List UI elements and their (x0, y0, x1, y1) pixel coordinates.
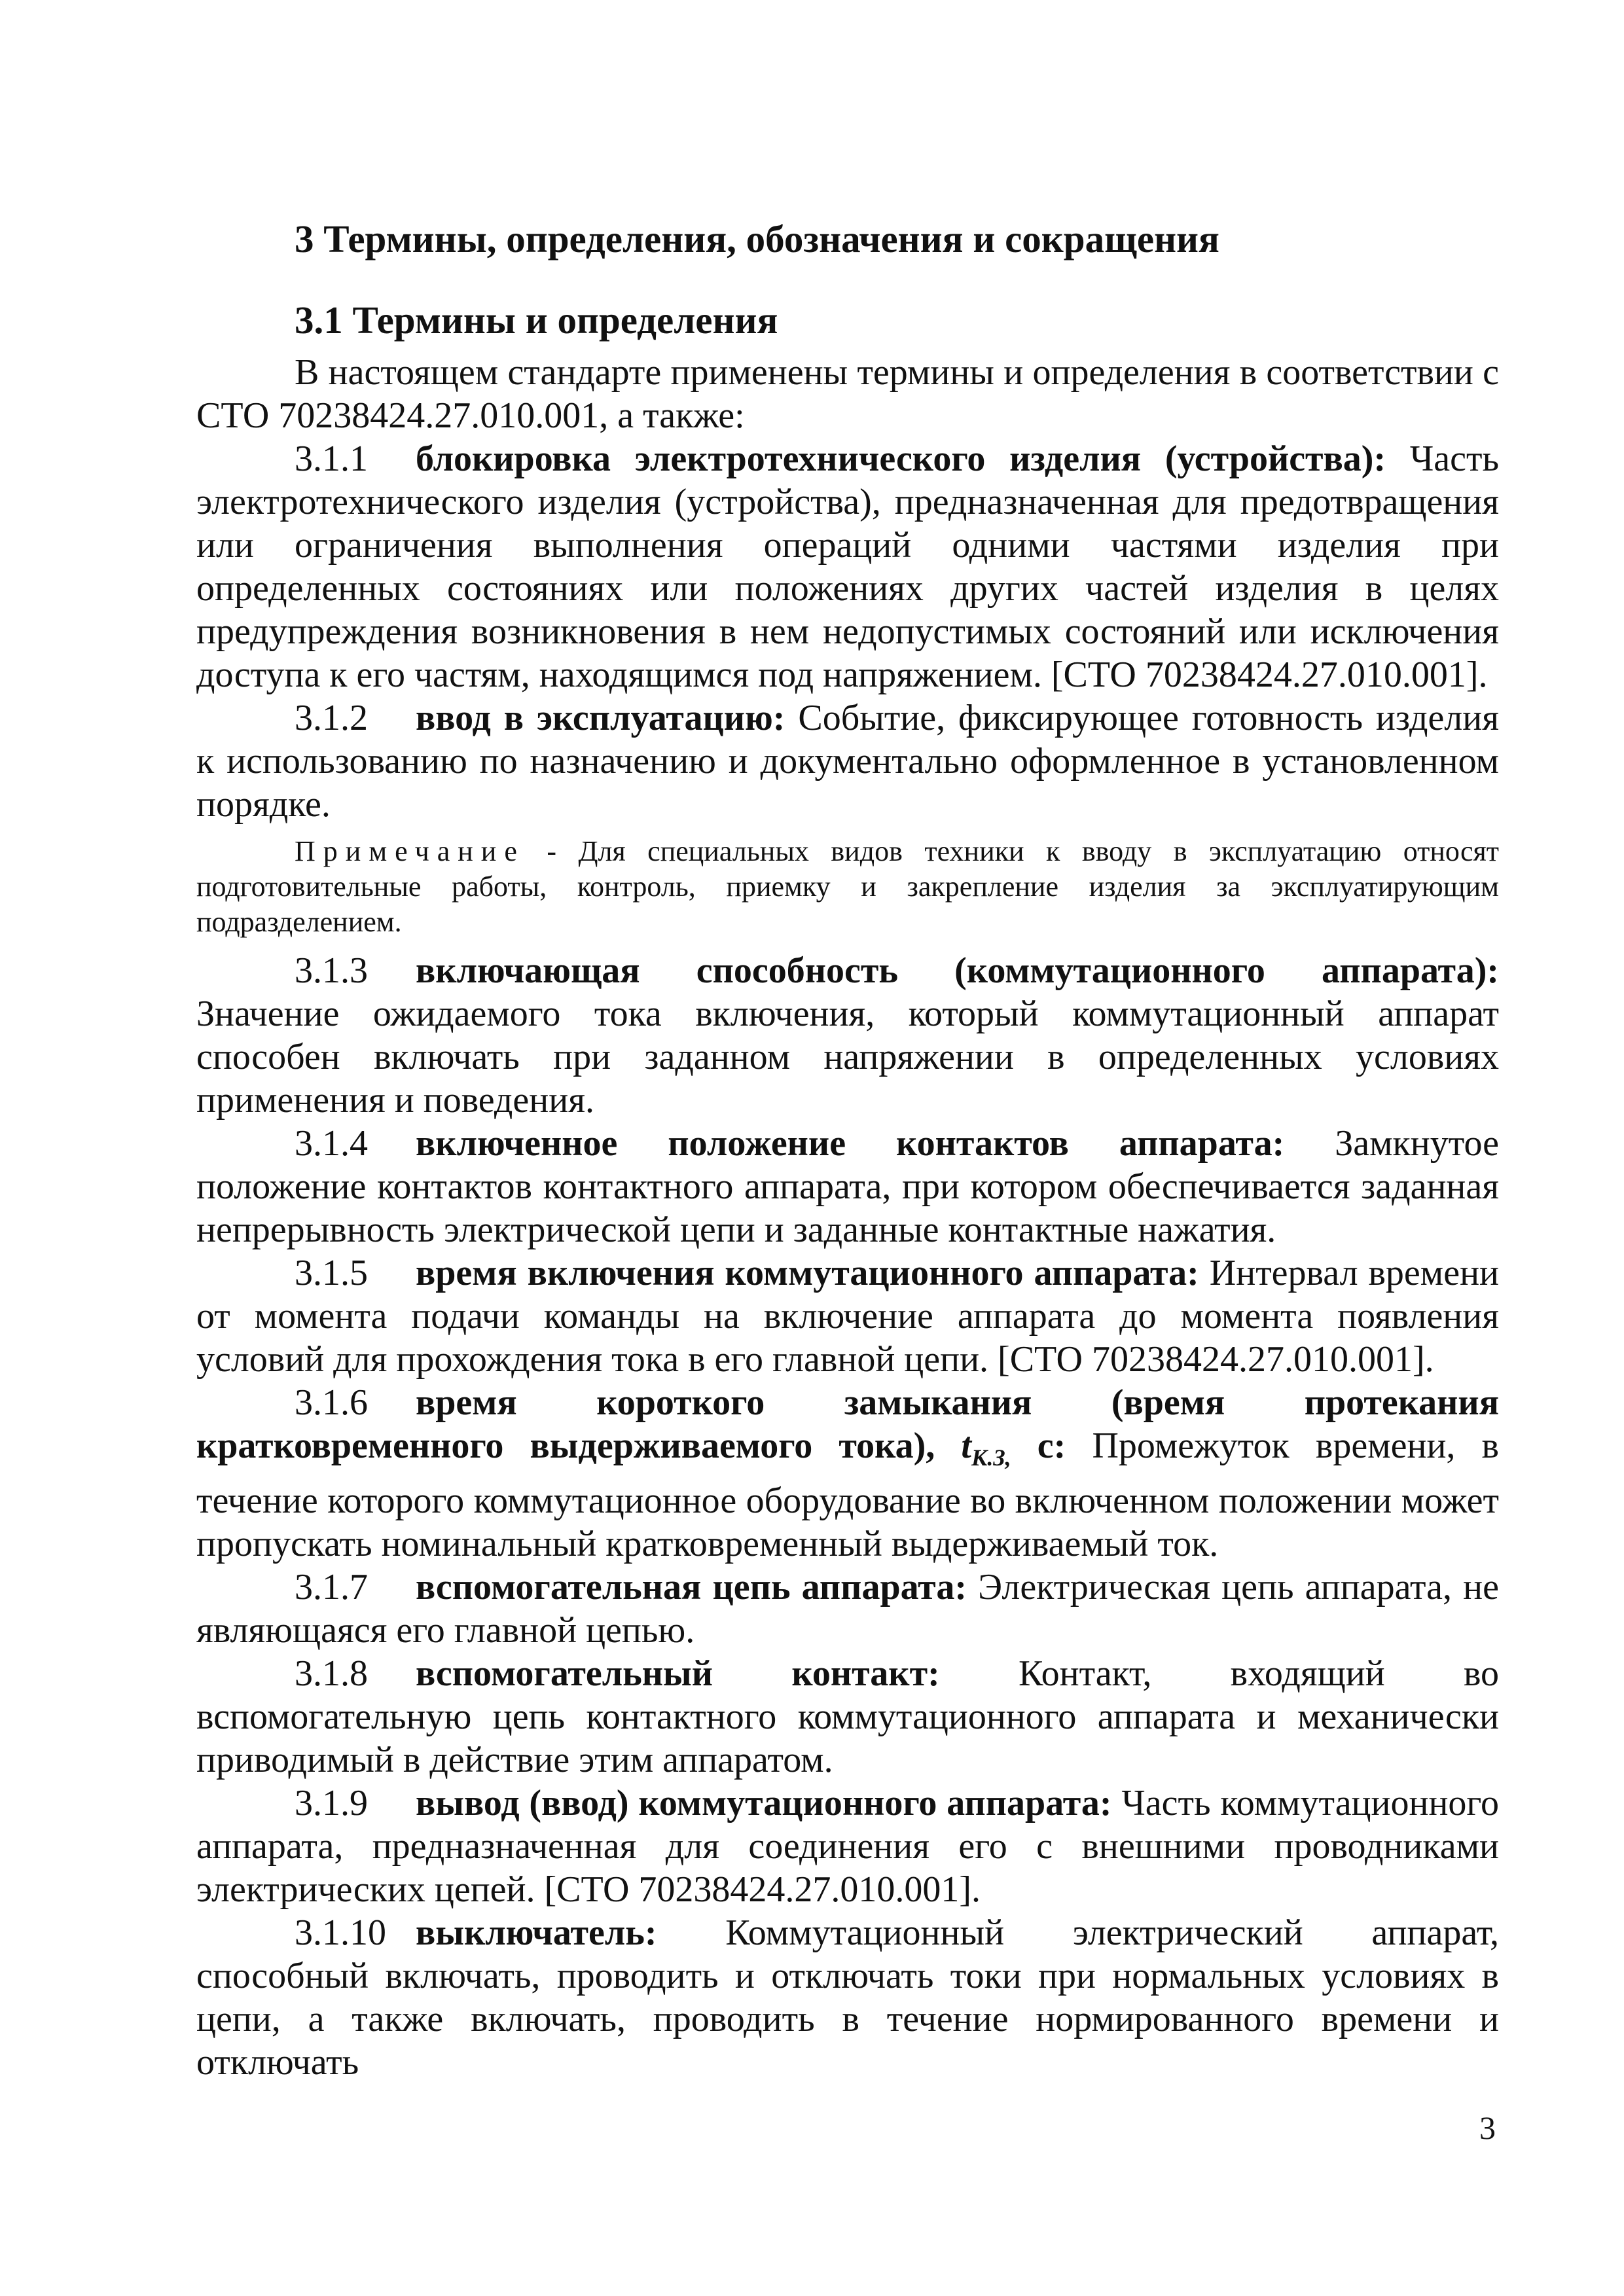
term-definition: Электрическая цепь аппарата, не являющаяся его главной цепью. (196, 1567, 1499, 1651)
term-name: вспомогательный контакт: (416, 1653, 940, 1695)
term-definition: Замкнутое положение контактов контактного аппарата, при котором обеспечивается заданная непрерывность электрической цепи и заданные контактные нажатия. (196, 1123, 1499, 1250)
term-name: время включения коммутационного аппарата: (416, 1253, 1199, 1293)
term-name: вывод (ввод) коммутационного аппарата: (416, 1783, 1112, 1824)
term-symbol: t (961, 1426, 971, 1466)
intro-paragraph: В настоящем стандарте применены термины и определения в соответствии с СТО 70238424.27.010.001, а также: (196, 352, 1499, 436)
term-number: 3.1.5 (295, 1253, 368, 1293)
term-name: ввод в эксплуатацию: (416, 698, 785, 738)
term-number: 3.1.2 (295, 698, 368, 738)
term-name: вспомогательная цепь аппарата: (416, 1567, 967, 1608)
document-page (196, 216, 1499, 2084)
term-entry (196, 1251, 1499, 1381)
term-number: 3.1.3 (295, 950, 368, 991)
section-title: 3 Термины, определения, обозначения и сокращения (295, 217, 1219, 260)
term-name: выключатель: (416, 1912, 657, 1954)
term-definition: Промежуток времени, в течение которого коммутационное оборудование во включенном положении может пропускать номинальный кратковременный выдерживаемый ток. (196, 1426, 1499, 1565)
term-entry (196, 1652, 1499, 1782)
term-definition: Контакт, входящий во вспомогательную цепь контактного коммутационного аппарата и механически приводимый в действие этим аппаратом. (196, 1653, 1499, 1781)
term-entry (196, 949, 1499, 1122)
term-entry (196, 1566, 1499, 1652)
term-entry (196, 1782, 1499, 1911)
term-entry (196, 696, 1499, 826)
note-label: Примечание (295, 835, 525, 867)
page-number: 3 (1479, 2109, 1496, 2146)
subsection-title: 3.1 Термины и определения (295, 298, 778, 342)
term-definition: Событие, фиксирующее готовность изделия к использованию по назначению и документально оформленное в установленном порядке. (196, 698, 1499, 825)
term-name: блокировка электротехнического изделия (устройства): (416, 439, 1386, 479)
term-entry (196, 1381, 1499, 1566)
term-definition: Часть электротехнического изделия (устройства), предназначенная для предотвращения или ограничения выполнения операций одними частями изделия при определенных состояниях или положениях других частей изделия в целях предупреждения возникновения в нем недопустимых состояний или исключения доступа к его частям, находящимся под напряжением. [СТО 70238424.27.010.001]. (196, 439, 1499, 695)
term-definition: Интервал времени от момента подачи команды на включение аппарата до момента появления условий для прохождения тока в его главной цепи. [СТО 70238424.27.010.001]. (196, 1253, 1500, 1380)
term-number: 3.1.1 (295, 439, 368, 479)
term-number: 3.1.7 (295, 1567, 368, 1608)
term-number: 3.1.8 (295, 1653, 368, 1695)
term-name: включенное положение контактов аппарата: (416, 1123, 1285, 1164)
term-name-end: с: (1011, 1426, 1066, 1466)
note-text: - Для специальных видов техники к вводу в эксплуатацию относят подготовительные работы, контроль, приемку и закрепление изделия за эксплуатирующим подразделением. (196, 835, 1499, 938)
term-name: время короткого замыкания (время протекания кратковременного выдерживаемого тока), (196, 1382, 1499, 1466)
term-entry (196, 437, 1499, 696)
term-number: 3.1.4 (295, 1123, 368, 1164)
term-entry (196, 1911, 1499, 2084)
term-symbol-subscript: К.З, (971, 1444, 1011, 1471)
term-number: 3.1.10 (295, 1912, 386, 1954)
term-definition: Часть коммутационного аппарата, предназначенная для соединения его с внешними проводниками электрических цепей. [СТО 70238424.27.010.001]. (196, 1783, 1499, 1910)
term-number: 3.1.9 (295, 1783, 368, 1824)
term-name: включающая способность (коммутационного аппарата): (416, 950, 1499, 991)
note-paragraph (196, 834, 1499, 940)
term-definition: Значение ожидаемого тока включения, который коммутационный аппарат способен включать при заданном напряжении в определенных условиях применения и поведения. (196, 994, 1499, 1121)
term-definition: Коммутационный электрический аппарат, способный включать, проводить и отключать токи при нормальных условиях в цепи, а также включать, проводить в течение нормированного времени и отключать (196, 1912, 1499, 2083)
term-number: 3.1.6 (295, 1382, 368, 1423)
term-entry (196, 1122, 1499, 1251)
